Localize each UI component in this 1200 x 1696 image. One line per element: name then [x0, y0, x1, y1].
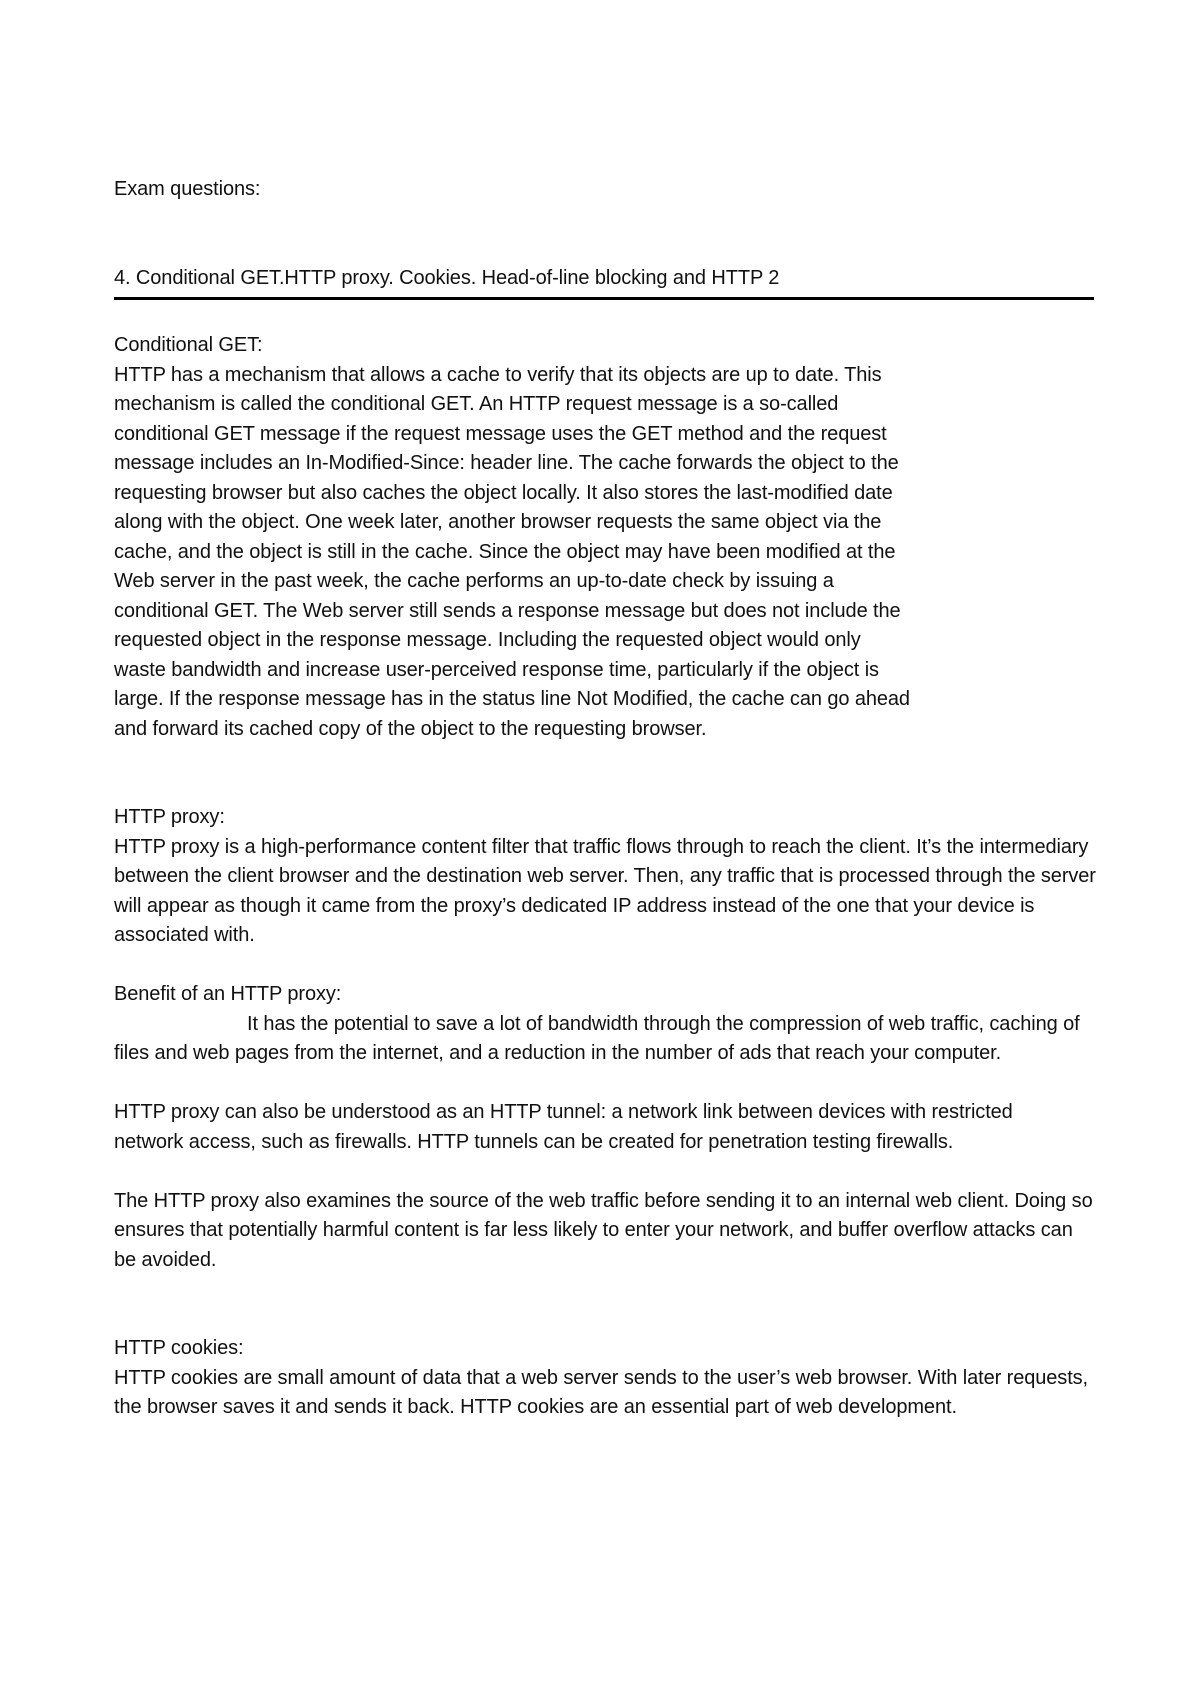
spacer	[114, 951, 1094, 981]
paragraph-http-cookies: HTTP cookies are small amount of data that a web server sends to the user’s web browser. With later requests, the browser saves it and sends it back. HTTP cookies are an essential part of web development.	[114, 1366, 1089, 1418]
section-http-cookies	[114, 1334, 1094, 1423]
section-label-http-proxy: HTTP proxy:	[114, 806, 225, 828]
paragraph-http-proxy: HTTP proxy is a high-performance content filter that traffic flows through to reach the client. It’s the intermediary between the client browser and the destination web server. Then, any traffic that is processed through the server will appear as though it came from the proxy’s dedicated IP address instead of the one that your device is associated with.	[114, 835, 1096, 946]
paragraph-benefit: It has the potential to save a lot of bandwidth through the compression of web traffic, caching of files and web pages from the internet, and a reduction in the number of ads that reach your computer.	[114, 1012, 1080, 1064]
section-label-benefit: Benefit of an HTTP proxy:	[114, 983, 342, 1005]
document-content	[114, 175, 1094, 1423]
spacer	[114, 1275, 1094, 1334]
section-http-proxy	[114, 803, 1094, 1275]
section-label-conditional-get: Conditional GET:	[114, 334, 263, 356]
question-heading: 4. Conditional GET.HTTP proxy. Cookies. Head-of-line blocking and HTTP 2	[114, 264, 1094, 301]
spacer	[114, 744, 1094, 803]
spacer	[114, 1069, 1094, 1099]
section-conditional-get	[114, 331, 1094, 744]
paragraph-conditional-get: HTTP has a mechanism that allows a cache to verify that its objects are up to date. This mechanism is called the conditional GET. An HTTP request message is a so-called conditional GET message if the request message uses the GET method and the request message includes an In-Modified-Since: header line. The cache forwards the object to the requesting browser but also caches the object locally. It also stores the last-modified date along with the object. One week later, another browser requests the same object via the cache, and the object is still in the cache. Since the object may have been modified at the Web server in the past week, the cache performs an up-to-date check by issuing a conditional GET. The Web server still sends a response message but does not include the requested object in the response message. Including the requested object would only waste bandwidth and increase user-perceived response time, particularly if the object is large. If the response message has in the status line Not Modified, the cache can go ahead and forward its cached copy of the object to the requesting browser.	[114, 363, 910, 740]
paragraph-proxy-examine: The HTTP proxy also examines the source of the web traffic before sending it to an internal web client. Doing so ensures that potentially harmful content is far less likely to enter your network, and buffer overflow attacks can be avoided.	[114, 1189, 1093, 1271]
spacer	[114, 1157, 1094, 1187]
paragraph-http-tunnel: HTTP proxy can also be understood as an HTTP tunnel: a network link between devices with restricted network access, such as firewalls. HTTP tunnels can be created for penetration testing firewalls.	[114, 1101, 1013, 1153]
section-label-http-cookies: HTTP cookies:	[114, 1337, 244, 1359]
spacer	[114, 300, 1094, 331]
exam-title: Exam questions:	[114, 178, 261, 200]
